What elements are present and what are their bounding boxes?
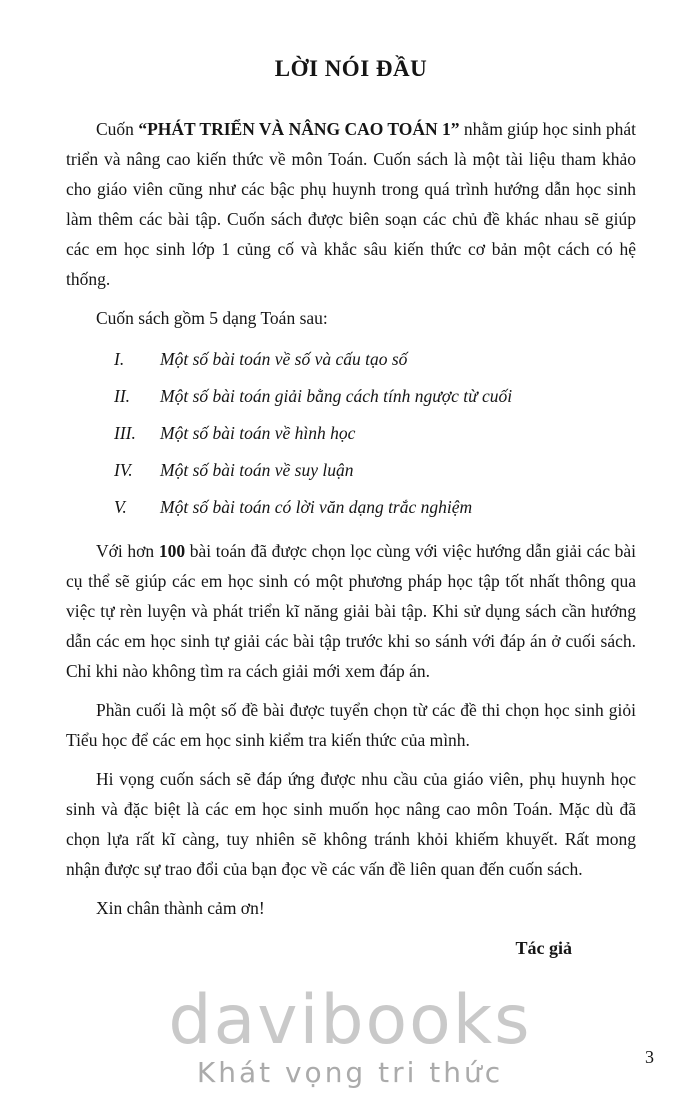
toc-numeral: V. <box>114 497 127 517</box>
thanks-line: Xin chân thành cảm ơn! <box>96 898 265 918</box>
toc-numeral: II. <box>114 386 131 406</box>
method-paragraph <box>66 536 636 686</box>
toc-text: Một số bài toán giải bằng cách tính ngược từ cuối <box>160 386 513 406</box>
toc-item <box>66 489 636 526</box>
method-count-bold: 100 <box>158 541 186 561</box>
toc-list <box>66 341 636 526</box>
toc-item <box>66 341 636 378</box>
toc-text: Một số bài toán về hình học <box>160 423 356 443</box>
toc-numeral: IV. <box>114 460 133 480</box>
watermark-logo: davibooks <box>168 981 532 1060</box>
intro-pre: Cuốn <box>96 119 139 139</box>
toc-text: Một số bài toán về suy luận <box>160 460 354 480</box>
toc-item <box>66 452 636 489</box>
intro-paragraph <box>66 114 636 294</box>
toc-numeral: I. <box>114 349 125 369</box>
method-pre: Với hơn <box>96 541 159 561</box>
toc-text: Một số bài toán có lời văn dạng trắc nghiệm <box>160 497 473 517</box>
toc-text: Một số bài toán về số và cấu tạo số <box>160 349 408 369</box>
toc-numeral: III. <box>114 423 136 443</box>
book-title-bold: “PHÁT TRIỂN VÀ NÂNG CAO TOÁN 1” <box>138 119 460 139</box>
hope-paragraph: Hi vọng cuốn sách sẽ đáp ứng được nhu cầu của giáo viên, phụ huynh học sinh và đặc biệt là các em học sinh muốn học nâng cao môn Toán. Mặc dù đã chọn lựa rất kĩ càng, tuy nhiên sẽ không tránh khỏi khiếm khuyết. Rất mong nhận được sự trao đổi của bạn đọc về các vấn đề liên quan đến cuốn sách. <box>66 769 636 879</box>
watermark <box>0 981 700 1090</box>
author-signature: Tác giả <box>515 938 572 958</box>
page-number: 3 <box>645 1047 654 1067</box>
page-title: LỜI NÓI ĐẦU <box>274 56 428 81</box>
final-section-paragraph: Phần cuối là một số đề bài được tuyển chọn từ các đề thi chọn học sinh giỏi Tiểu học để các em học sinh kiểm tra kiến thức của mình. <box>66 700 636 750</box>
intro-post: nhằm giúp học sinh phát triển và nâng cao kiến thức về môn Toán. Cuốn sách là một tài liệu tham khảo cho giáo viên cũng như các bậc phụ huynh trong quá trình hướng dẫn học sinh làm thêm các bài tập. Cuốn sách được biên soạn các chủ đề khác nhau sẽ giúp các em học sinh lớp 1 củng cố và khắc sâu kiến thức cơ bản một cách có hệ thống. <box>66 119 636 289</box>
toc-item <box>66 378 636 415</box>
watermark-slogan: Khát vọng tri thức <box>196 1056 504 1089</box>
toc-item <box>66 415 636 452</box>
method-post: bài toán đã được chọn lọc cùng với việc hướng dẫn giải các bài cụ thể sẽ giúp các em học sinh có một phương pháp học tập tốt nhất thông qua việc tự rèn luyện và phát triển kĩ năng giải bài tập. Khi sử dụng sách cần hướng dẫn các em học sinh tự giải các bài tập trước khi so sánh với đáp án ở cuối sách. Chỉ khi nào không tìm ra cách giải mới xem đáp án. <box>66 541 637 681</box>
list-intro: Cuốn sách gồm 5 dạng Toán sau: <box>96 308 328 328</box>
